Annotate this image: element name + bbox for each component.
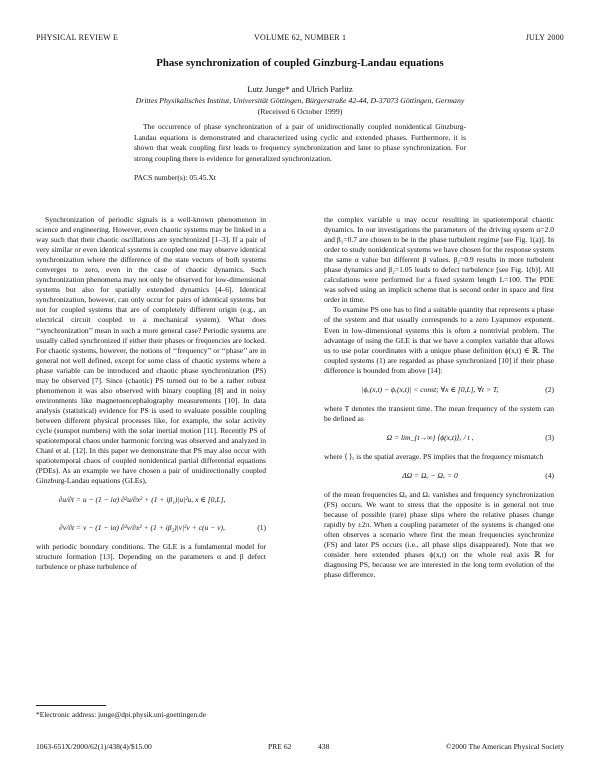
affiliation: Drittes Physikalisches Institut, Universität Göttingen, Bürgerstraße 42-44, D-37073 Göttingen, Germany [135,96,465,105]
transient-paragraph: where T denotes the transient time. The mean frequency of the system can be defined as [324,403,554,423]
received-date: (Received 6 October 1999) [257,107,343,116]
parameters-paragraph: the complex variable u may occur resulting in spatiotemporal chaotic dynamics. In our investigations the parameters of the driving system α=2.0 and β₁=0.7 are chosen to be in the phase turbulent regime [see Fig. 1(a)]. In order to study nonidentical systems we have chosen for the response system the same α value but different β values. β₂=0.9 results in more turbulent phase dynamics and β₂=1.05 leads to defect turbulence [see Fig. 1(b)]. All calculations were performed for a fixed system length L=100. The PDE was solved using an implicit scheme that is second order in space and first order in time. [324,215,554,305]
issue-date: JULY 2000 [525,33,564,42]
equation-2: |ϕᵤ(x,t) − ϕᵥ(x,t)| < const; ∀x ∈ [0,L], ∀t > T, (2) [361,384,554,394]
gle-paragraph: with periodic boundary conditions. The GLE is a fundamental model for structure formation [13]. Depending on the parameters α and β defect turbulence or phase turbulence of [36,542,266,572]
intro-paragraph: Synchronization of periodic signals is a well-known phenomenon in science and engineering. However, even chaotic systems may be linked in a way such that their chaotic oscillations are synchronized [1–3]. If a pair of very similar or even identical systems is coupled one may observe identical synchronization where the difference of the state vectors of both systems converges to zero, even in the case of chaotic dynamics. Such synchronization phenomena may not only be observed for low-dimensional systems but also for spatially extended dynamics [4–6]. Identical synchronization, however, can only occur for pairs of identical systems but not for coupled systems that are of completely different origin (e.g., an electrical circuit coupled to a mechanical system). What does ‘‘synchronization’’ mean in such a more general case? Periodic systems are usually called synchronized if either their phases or frequencies are locked. For chaotic systems, however, the notions of ‘‘frequency’’ or ‘‘phase’’ are in general not well defined, except for some class of chaotic systems where a phase variable can be introduced and chaotic phase synchronization (PS) may be observed [7]. Since (chaotic) PS turned out to be a rather robust phenomenon it was also observed with binary coupling [8] and in noisy environments like magnetoencephalography measurements [10]. In data analysis (statistical) evidence for PS is used to evaluate possible coupling between different physical processes like, for example, the solar activity cycle (sunspot numbers) with the solar inertial motion [11]. Recently PS of spatiotemporal chaos under harmonic forcing was observed and analyzed in Chaté et al. [12]. In this paper we demonstrate that PS may also occur with spatiotemporal chaos of coupled nonidentical partial differential equations (PDEs). As an example we have chosen a pair of unidirectionally coupled Ginzburg-Landau equations (GLEs), [36,215,266,486]
page-number: 438 [318,742,330,751]
footer-code: 1063-651X/2000/62(1)/438(4)/$15.00 [36,742,152,751]
spatial-average-paragraph: where ⟨ ⟩ₓ is the spatial average. PS implies that the frequency mismatch [324,451,544,461]
phase-definition-paragraph: To examine PS one has to find a suitable quantity that represents a phase of the system and that usually corresponds to a zero Lyapunov exponent. Even in low-dimensional systems this is often a nontrivial problem. The advantage of using the GLE is that we have a complex variable that allows us to use polar coordinates with a unique phase definition ϕ(x,t) ∈ ℝ. The coupled systems (1) are regarded as phase synchronized [10] if their phase difference is bounded from above [14]: [324,305,554,375]
abstract: The occurrence of phase synchronization of a pair of unidirectionally coupled nonidentical Ginzburg-Landau equations is demonstrated and characterized using cyclic and extended phases. Furthermore, it is shown that weak coupling first leads to frequency synchronization and later to phase synchronization. For strong coupling there is evidence for generalized synchronization. [134,122,466,163]
frequency-sync-paragraph: of the mean frequencies Ωᵤ and Ωᵥ vanishes and frequency synchronization (FS) occurs. We want to stress that the opposite is in general not true because of possible (rare) phase slips where the relative phases change rapidly by ±2π. When a coupling parameter of the systems is changed one often observes a scenario where first the mean frequencies synchronize (FS) and later PS occurs (i.e., all phase slips disappeared). Note that we consider here extended phases ϕ(x,t) on the whole real axis ℝ for diagnosing PS, because we are interested in the long term evolution of the phase difference. [324,489,554,580]
equation-4: ΔΩ = Ωᵤ − Ωᵥ = 0 (4) [402,470,554,480]
footnote-rule [36,705,106,706]
copyright: ©2000 The American Physical Society [445,742,564,751]
equation-1-number: (1) [257,523,266,533]
left-column [36,215,266,572]
journal-name: PHYSICAL REVIEW E [36,33,119,42]
equation-1a: ∂u/∂t = u − (1 − iα) ∂²u/∂x² + (1 + iβ₁)|u|²u, x ∈ [0,L], [58,495,226,505]
paper-title: Phase synchronization of coupled Ginzburg-Landau equations [156,57,444,69]
equation-1b: ∂v/∂t = v − (1 − iα) ∂²v/∂x² + (1 + iβ₂)|v|²v + c(u − v), (1) [59,523,266,533]
volume-number: VOLUME 62, NUMBER 1 [254,33,347,42]
footer-pre: PRE 62 [268,742,292,751]
authors: Lutz Junge* and Ulrich Parlitz [247,84,353,94]
footnote: *Electronic address: junge@dpi.physik.uni-goettingen.de [36,710,206,719]
equation-3: Ω = lim_{t→∞} ⟨ϕ(x,t)⟩ₓ / t , (3) [386,432,554,442]
pacs-numbers: PACS number(s): 05.45.Xt [134,173,216,182]
right-column [324,215,554,580]
